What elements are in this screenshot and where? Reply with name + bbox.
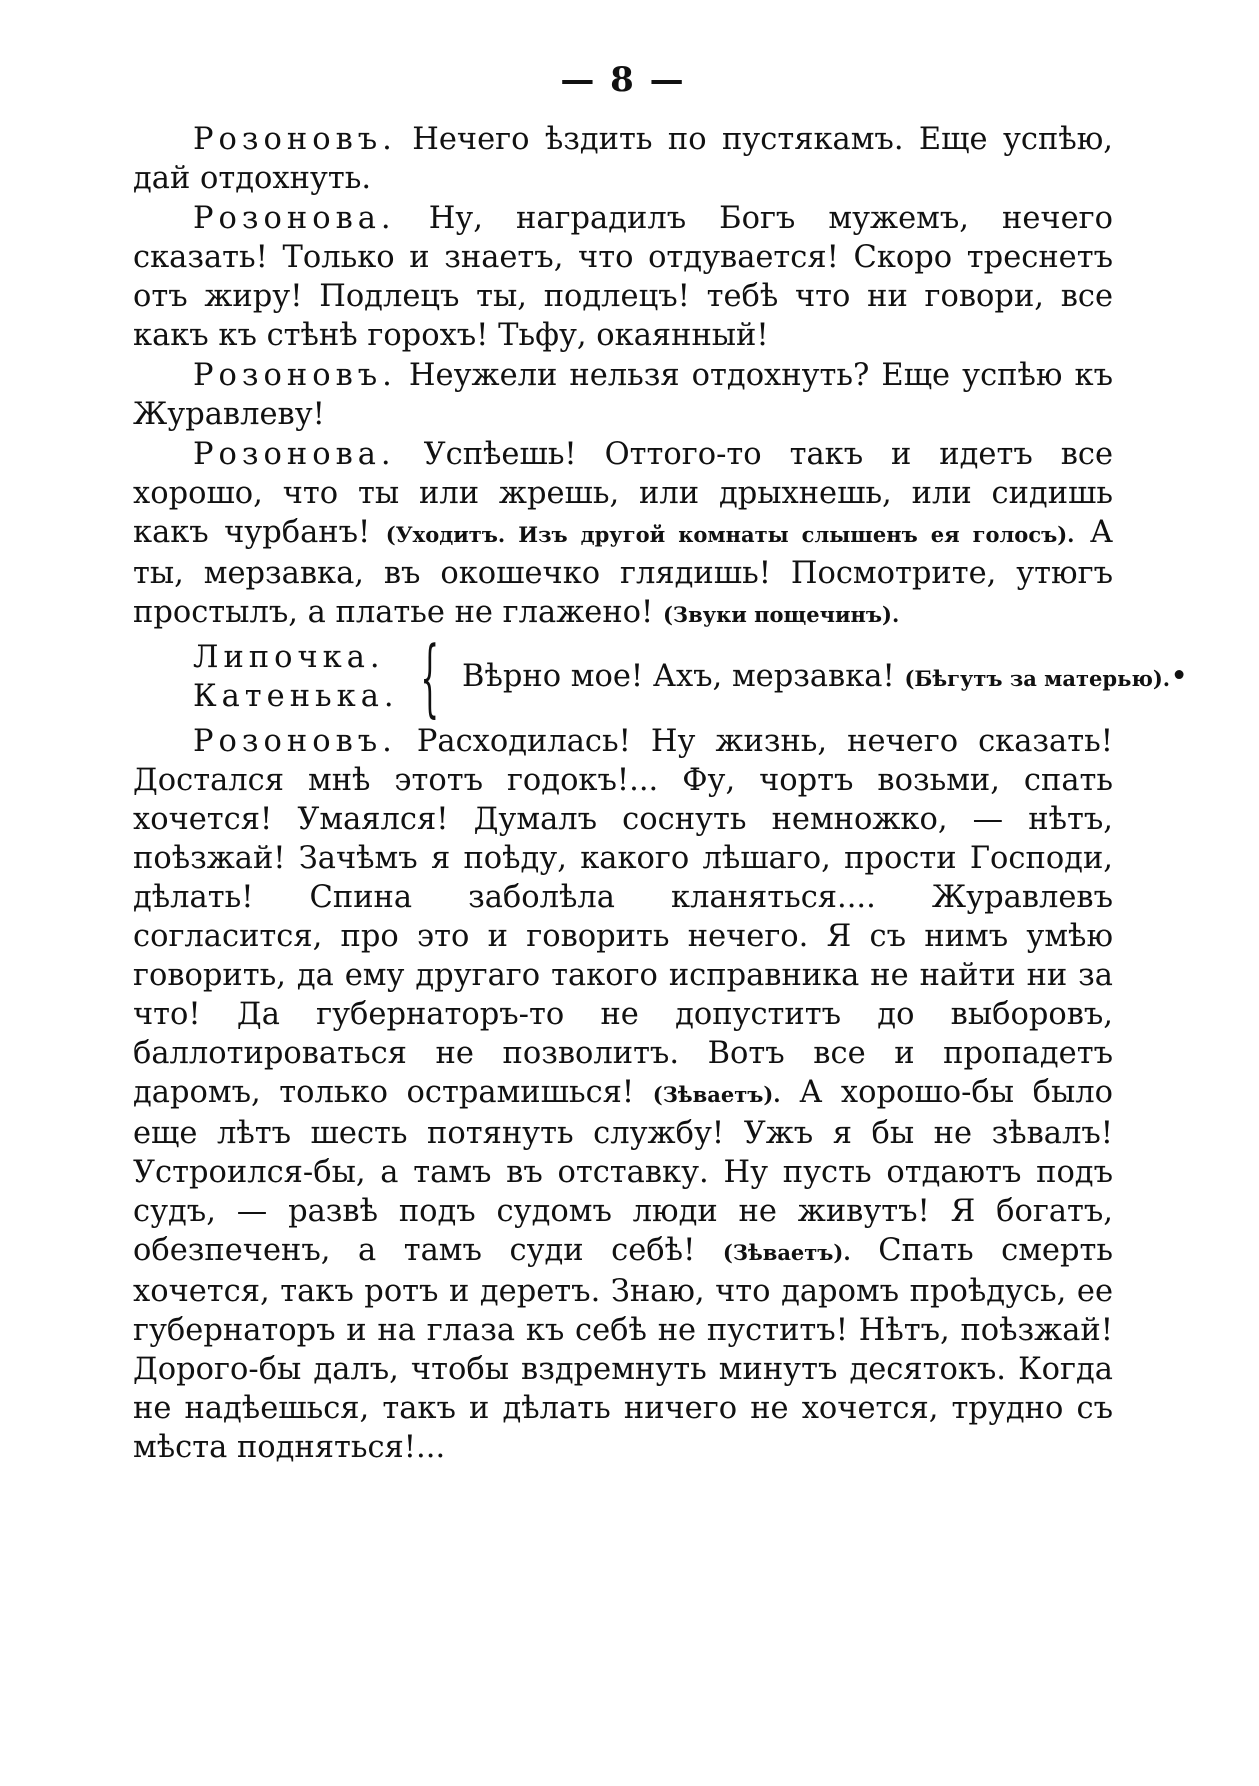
dialogue-text: А ты, мерзавка, въ окошечко глядишь! Посмотрите, утюгъ простылъ, а платье не глажено! (133, 515, 1113, 630)
brace: { (419, 628, 439, 726)
stage-direction: (Бѣгутъ за матерью). (904, 665, 1171, 691)
duet-line (462, 657, 1188, 698)
speaker-name: Розонова. (193, 201, 396, 236)
stage-direction: (Зѣваетъ). (652, 1082, 781, 1107)
speaker-name: Розоновъ. (193, 358, 397, 393)
dialogue-text: Неужели нельзя отдохнуть? Еще успѣю къ Журавлеву! (133, 358, 1113, 432)
duet-block (133, 628, 1189, 726)
page-number: — 8 — (560, 60, 686, 100)
dialogue-text: Вѣрно мое! Ахъ, мерзавка! (462, 658, 895, 694)
speaker-name: Липочка. (193, 640, 385, 675)
paragraph-rozonova-2 (133, 435, 1113, 634)
duet-speakers (193, 638, 399, 716)
speaker-name: Розоновъ. (193, 122, 397, 157)
dialogue-text: А хорошо-бы было еще лѣтъ шесть потянуть службу! Ужъ я бы не зѣвалъ! Устроился-бы, а тамъ въ отставку. Ну пусть отдаютъ подъ судъ, — развѣ подъ судомъ люди не живутъ! Я богатъ, обезпеченъ, а тамъ суди себѣ! (133, 1075, 1114, 1268)
stage-direction: (Звуки пощечинъ). (662, 602, 900, 627)
dialogue-text: Ну, наградилъ Богъ мужемъ, нечего сказать! Только и знаетъ, что отдувается! Скоро треснетъ отъ жиру! Подлецъ ты, подлецъ! тебѣ что ни говори, все какъ къ стѣнѣ горохъ! Тьфу, окаянный! (133, 201, 1113, 353)
print-mark: • (1170, 658, 1189, 694)
stage-direction: (Уходитъ. Изъ другой комнаты слышенъ ея голосъ). (385, 522, 1075, 547)
speaker-name: Розоновъ. (193, 724, 397, 759)
paragraph-rozonov-1 (133, 120, 1113, 198)
paragraph-rozonov-3 (133, 722, 1113, 1467)
dialogue-text: Спать смерть хочется, такъ ротъ и деретъ. Знаю, что даромъ проѣдусь, ее губернаторъ и на глаза къ себѣ не пуститъ! Нѣтъ, поѣзжай! Дорого-бы далъ, чтобы вздремнуть минутъ десятокъ. Когда не надѣешься, такъ и дѣлать ничего не хочется, трудно съ мѣста подняться!... (133, 1233, 1113, 1465)
speaker-name: Катенька. (193, 679, 399, 714)
dialogue-text: Расходилась! Ну жизнь, нечего сказать! Достался мнѣ этотъ годокъ!... Фу, чортъ возьми, спать хочется! Умаялся! Думалъ соснуть немножко, — нѣтъ, поѣзжай! Зачѣмъ я поѣду, какого лѣшаго, прости Господи, дѣлать! Спина заболѣла кланяться.... Журавлевъ согласится, про это и говорить нечего. Я съ нимъ умѣю говорить, да ему другаго такого исправника не найти ни за что! Да губернаторъ-то не допуститъ до выборовъ, баллотироваться не позволитъ. Вотъ все и пропадетъ даромъ, только острамишься! (133, 724, 1113, 1110)
paragraph-rozonova-1 (133, 199, 1113, 355)
book-page (133, 60, 1189, 1468)
paragraph-rozonov-2 (133, 356, 1113, 434)
dialogue-text: Успѣешь! Оттого-то такъ и идетъ все хорошо, что ты или жрешь, или дрыхнешь, или сидишь какъ чурбанъ! (133, 437, 1113, 550)
speaker-name: Розонова. (193, 437, 396, 472)
dialogue-text: Нечего ѣздить по пустякамъ. Еще успѣю, дай отдохнуть. (133, 122, 1113, 196)
stage-direction: (Зѣваетъ). (722, 1240, 851, 1265)
